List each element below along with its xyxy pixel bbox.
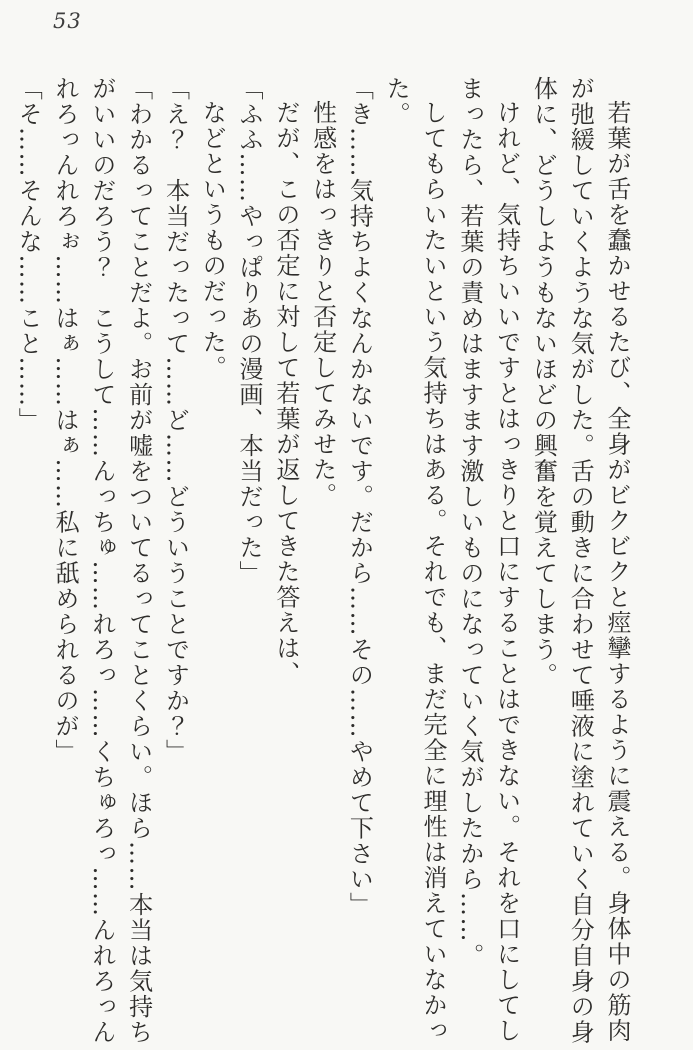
paragraph: などというものだった。 xyxy=(198,100,227,381)
paragraph: 性感をはっきりと否定してみせた。 xyxy=(308,100,337,508)
paragraph: 「そ……そんな……こと……」 xyxy=(14,76,43,433)
paragraph: だが、この否定に対して若葉が返してきた答えは、 xyxy=(271,100,300,687)
paragraph: けれど、気持ちいいですとはっきりと口にすることはできない。それを口にしてしまったら、若葉の責めはますます激しいものになっていく気がしたから……。 xyxy=(455,76,521,1044)
paragraph: 「き……気持ちよくなんかないです。だから……その……やめて下さい」 xyxy=(345,76,374,918)
paragraph: 「え？ 本当だったって……ど……どういうことですか？」 xyxy=(161,76,190,765)
vertical-text-block xyxy=(9,76,635,1048)
page-number: 53 xyxy=(53,9,82,33)
paragraph: 「わかるってことだよ。お前が嘘をついてるってことくらい。ほら……本当は気持ちがいいのだろう？ こうして……んっちゅ……れろっ……くちゅろっ……んれろっんれろっんれろぉ……はぁ……はぁ……私に舐められるのが」 xyxy=(51,76,153,1045)
paragraph: 「ふふ……やっぱりあの漫画、本当だった」 xyxy=(235,76,264,586)
paragraph: 若葉が舌を蠢かせるたび、全身がビクビクと痙攣するように震える。身体中の筋肉が弛緩していくような気がした。舌の動きに合わせて唾液に塗れていく自分自身の身体に、どうしようもないほどの興奮を覚えてしまう。 xyxy=(529,76,631,1045)
paragraph: してもらいたいという気持ちはある。それでも、まだ完全に理性は消えていなかった。 xyxy=(382,76,448,1044)
